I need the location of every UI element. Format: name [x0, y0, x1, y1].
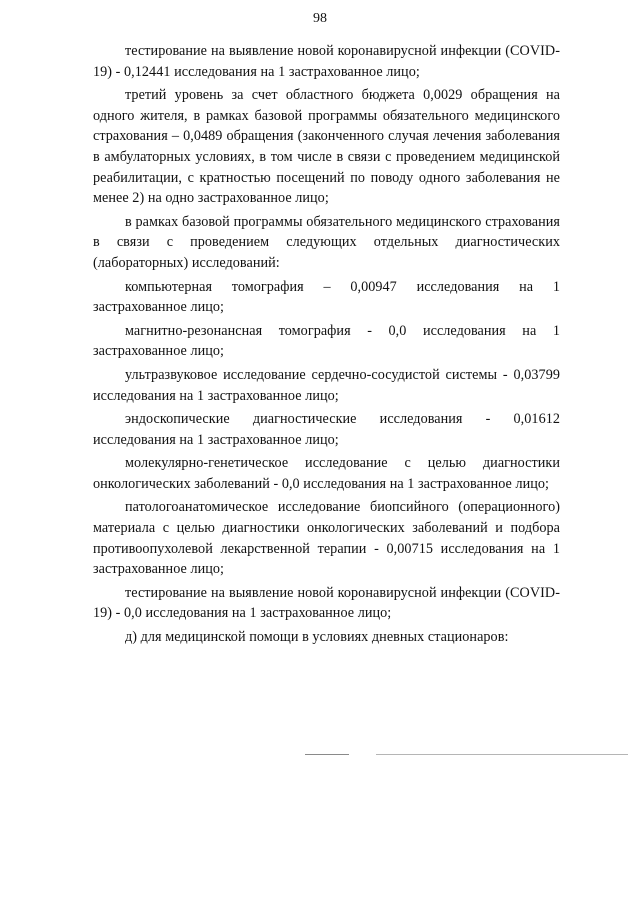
paragraph-covid-testing-2: тестирование на выявление новой коронавирусной инфекции (COVID-19) - 0,0 исследования на 1 застрахованное лицо; — [93, 584, 560, 622]
paragraph-ct: компьютерная томография – 0,00947 исследования на 1 застрахованное лицо; — [93, 278, 560, 316]
paragraph-covid-testing-1: тестирование на выявление новой коронавирусной инфекции (COVID-19) - 0,12441 исследования на 1 застрахованное лицо; — [93, 43, 560, 80]
paragraph-pathology: патологоанатомическое исследование биопсийного (операционного) материала с целью диагностики онкологических заболеваний и подбора противоопухолевой лекарственной терапии - 0,00715 исследования на 1 застрахованное лицо; — [93, 499, 560, 578]
paragraph-third-level: третий уровень за счет областного бюджета 0,0029 обращения на одного жителя, в рамках базовой программы обязательного медицинского страхования – 0,0489 обращения (законченного случая лечения заболевания в амбулаторных условиях, в том числе в связи с проведением медицинской реабилитации, с кратностью посещений по поводу одного заболевания не менее 2) на одно застрахованное лицо; — [93, 87, 560, 207]
paragraph-endoscopy: эндоскопические диагностические исследования - 0,01612 исследования на 1 застрахованное лицо; — [93, 411, 560, 448]
page-number: 98 — [313, 11, 327, 26]
scan-rule-right — [376, 754, 628, 755]
paragraph-molecular-genetic: молекулярно-генетическое исследование с целью диагностики онкологических заболеваний - 0,0 исследования на 1 застрахованное лицо; — [93, 455, 560, 492]
paragraph-basic-program: в рамках базовой программы обязательного медицинского страхования в связи с проведением следующих отдельных диагностических (лабораторных) исследований: — [93, 213, 560, 271]
paragraph-day-hospital: д) для медицинской помощи в условиях дневных стационаров: — [125, 629, 509, 646]
paragraph-ultrasound: ультразвуковое исследование сердечно-сосудистой системы - 0,03799 исследования на 1 застрахованное лицо; — [93, 366, 560, 404]
paragraph-mri: магнитно-резонансная томография - 0,0 исследования на 1 застрахованное лицо; — [93, 322, 560, 360]
document-body — [93, 41, 560, 648]
scan-rule-left — [305, 754, 349, 755]
